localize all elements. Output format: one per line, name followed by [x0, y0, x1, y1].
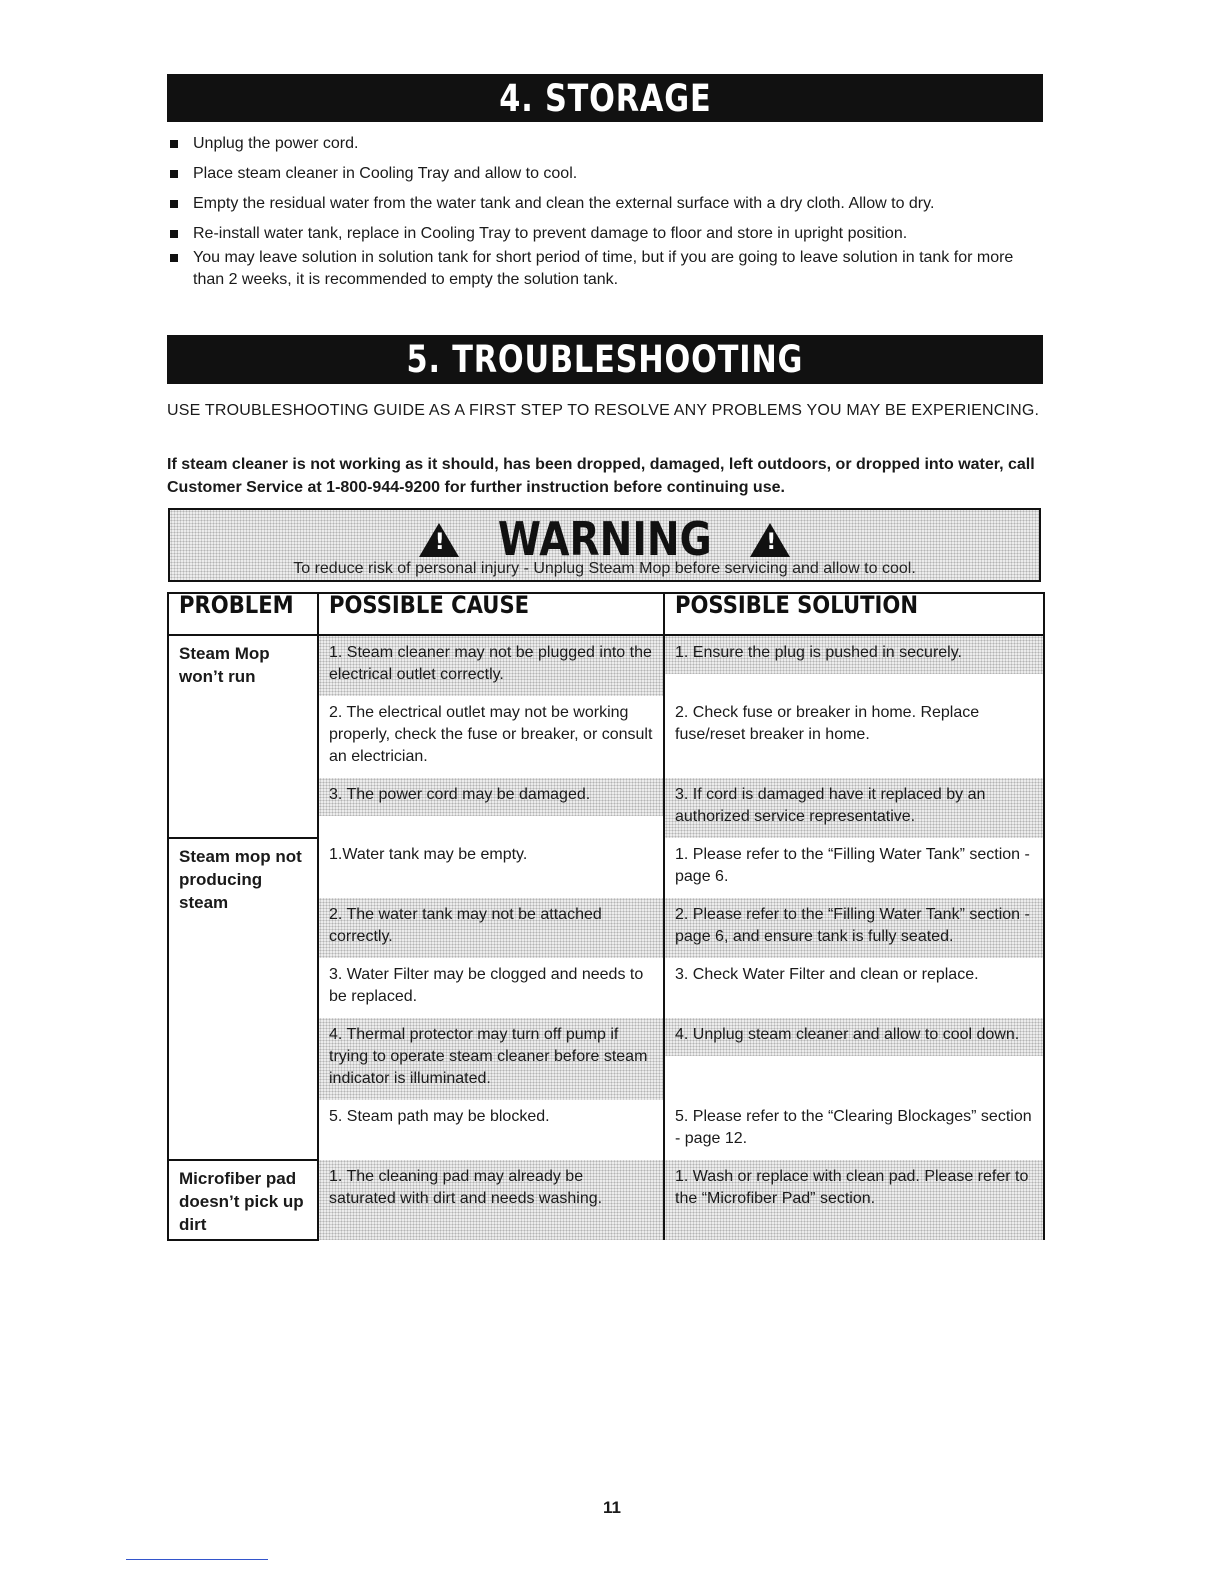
- problem-cell: Steam Mop won’t run: [168, 635, 318, 838]
- storage-list: [170, 133, 1045, 299]
- bullet-square-icon: [170, 254, 178, 262]
- page-number: 11: [603, 1498, 621, 1517]
- list-item: Unplug the power cord.: [170, 133, 1045, 155]
- list-item: You may leave solution in solution tank for short period of time, but if you are going to leave solution in tank for more than 2 weeks, it is recommended to empty the solution tank.: [170, 247, 1045, 291]
- warning-title: ! WARNING !: [170, 514, 1039, 564]
- solution-cell: 1. Wash or replace with clean pad. Please refer to the “Microfiber Pad” section.: [664, 1160, 1044, 1240]
- cause-cell: 3. The power cord may be damaged.: [318, 778, 664, 838]
- bullet-square-icon: [170, 230, 178, 238]
- solution-cell: 3. If cord is damaged have it replaced by an authorized service representative.: [664, 778, 1044, 838]
- list-item: Re-install water tank, replace in Cooling Tray to prevent damage to floor and store in upright position.: [170, 223, 1045, 245]
- table-header-row: [168, 593, 1044, 635]
- header-cause: POSSIBLE CAUSE: [318, 593, 664, 635]
- bullet-square-icon: [170, 200, 178, 208]
- cause-cell: 2. The water tank may not be attached correctly.: [318, 898, 664, 958]
- header-solution: POSSIBLE SOLUTION: [664, 593, 1044, 635]
- solution-cell: 3. Check Water Filter and clean or replace.: [664, 958, 1044, 1018]
- troubleshooting-heading: 5. TROUBLESHOOTING: [167, 335, 1043, 384]
- table-row: [168, 635, 1044, 696]
- customer-service-callout: If steam cleaner is not working as it should, has been dropped, damaged, left outdoors, or dropped into water, call Customer Service at 1-800-944-9200 for further instruction before continuing use.: [167, 456, 1035, 496]
- list-item: Place steam cleaner in Cooling Tray and allow to cool.: [170, 163, 1045, 185]
- cause-cell: 1. The cleaning pad may already be saturated with dirt and needs washing.: [318, 1160, 664, 1240]
- cause-cell: 3. Water Filter may be clogged and needs to be replaced.: [318, 958, 664, 1018]
- header-problem: PROBLEM: [168, 593, 318, 635]
- cause-cell: 1.Water tank may be empty.: [318, 838, 664, 898]
- problem-cell: Steam mop not producing steam: [168, 838, 318, 1160]
- cause-cell: 1. Steam cleaner may not be plugged into the electrical outlet correctly.: [318, 635, 664, 696]
- problem-cell: Microfiber pad doesn’t pick up dirt: [168, 1160, 318, 1240]
- warning-text: To reduce risk of personal injury - Unplug Steam Mop before servicing and allow to cool.: [293, 560, 916, 577]
- solution-cell: 1. Please refer to the “Filling Water Tank” section - page 6.: [664, 838, 1044, 898]
- troubleshooting-table: [167, 592, 1045, 1241]
- solution-cell: 4. Unplug steam cleaner and allow to cool down.: [664, 1018, 1044, 1100]
- list-item: Empty the residual water from the water tank and clean the external surface with a dry cloth. Allow to dry.: [170, 193, 1045, 215]
- solution-cell: 1. Ensure the plug is pushed in securely.: [664, 635, 1044, 696]
- troubleshooting-intro: USE TROUBLESHOOTING GUIDE AS A FIRST STEP TO RESOLVE ANY PROBLEMS YOU MAY BE EXPERIENCING.: [167, 402, 1040, 419]
- solution-cell: 5. Please refer to the “Clearing Blockages” section - page 12.: [664, 1100, 1044, 1160]
- bullet-square-icon: [170, 140, 178, 148]
- warning-triangle-icon: !: [750, 523, 790, 557]
- cause-cell: 2. The electrical outlet may not be working properly, check the fuse or breaker, or consult an electrician.: [318, 696, 664, 778]
- table-row: [168, 1160, 1044, 1240]
- warning-box: [168, 508, 1041, 582]
- solution-cell: 2. Check fuse or breaker in home. Replace fuse/reset breaker in home.: [664, 696, 1044, 778]
- warning-triangle-icon: !: [419, 523, 459, 557]
- footer-divider: [126, 1559, 268, 1560]
- bullet-square-icon: [170, 170, 178, 178]
- solution-cell: 2. Please refer to the “Filling Water Tank” section - page 6, and ensure tank is fully seated.: [664, 898, 1044, 958]
- cause-cell: 5. Steam path may be blocked.: [318, 1100, 664, 1160]
- cause-cell: 4. Thermal protector may turn off pump if trying to operate steam cleaner before steam indicator is illuminated.: [318, 1018, 664, 1100]
- table-row: [168, 838, 1044, 898]
- storage-heading: 4. STORAGE: [167, 74, 1043, 122]
